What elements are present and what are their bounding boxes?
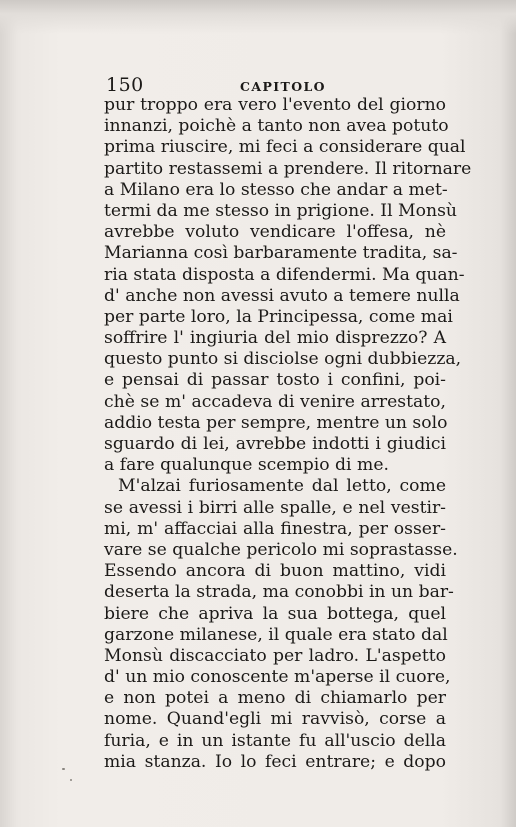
text-line: e non potei a meno di chiamarlo per [104, 688, 446, 709]
body-text [104, 95, 472, 773]
text-line: termi da me stesso in prigione. Il Monsù [104, 200, 457, 221]
text-line: se avessi i birri alle spalle, e nel vestir- [104, 497, 446, 518]
text-line: a Milano era lo stesso che andar a met- [104, 179, 448, 200]
text-line: Marianna così barbaramente tradita, sa- [104, 243, 458, 264]
text-line: per parte loro, la Principessa, come mai [104, 306, 453, 327]
text-line-paragraph-end: a fare qualunque scempio di me. [104, 455, 389, 476]
text-line: garzone milanese, il quale era stato dal [104, 624, 448, 645]
text-line-paragraph-start: M'alzai furiosamente dal letto, come [118, 476, 446, 497]
paper-speck [62, 768, 65, 770]
text-line: Essendo ancora di buon mattino, vidi [104, 561, 446, 582]
text-line: avrebbe voluto vendicare l'offesa, nè [104, 222, 446, 243]
text-line: nome. Quand'egli mi ravvisò, corse a [104, 709, 446, 730]
text-line: Monsù discacciato per ladro. L'aspetto [104, 645, 446, 666]
text-line: biere che apriva la sua bottega, quel [104, 603, 446, 624]
text-line: vare se qualche pericolo mi soprastasse. [104, 539, 458, 560]
text-line: mia stanza. Io lo feci entrare; e dopo [104, 751, 446, 772]
text-line: addio testa per sempre, mentre un solo [104, 412, 448, 433]
text-line: d' un mio conoscente m'aperse il cuore, [104, 667, 451, 688]
text-line: mi, m' affacciai alla finestra, per osser- [104, 518, 446, 539]
chapter-label: CAPITOLO [240, 79, 326, 94]
text-line: e pensai di passar tosto i confini, poi- [104, 370, 446, 391]
text-line: deserta la strada, ma conobbi in un bar- [104, 582, 454, 603]
paper-speck [70, 779, 72, 781]
page-number: 150 [106, 74, 144, 96]
text-line: sguardo di lei, avrebbe indotti i giudici [104, 434, 446, 454]
text-line: partito restassemi a prendere. Il ritornare [104, 158, 472, 179]
text-line: chè se m' accadeva di venire arrestato, [104, 391, 446, 412]
text-line: ria stata disposta a difendermi. Ma quan- [104, 264, 465, 285]
text-line: pur troppo era vero l'evento del giorno [104, 95, 446, 115]
page-top-edge [0, 0, 516, 34]
text-line: questo punto si disciolse ogni dubbiezza, [104, 349, 462, 370]
text-line: prima riuscire, mi feci a considerare qual [104, 137, 466, 158]
text-line: d' anche non avessi avuto a temere nulla [104, 285, 460, 306]
text-line: soffrire l' ingiuria del mio disprezzo? A [104, 328, 446, 349]
text-line: furia, e in un istante fu all'uscio della [104, 730, 446, 751]
text-line: innanzi, poichè a tanto non avea potuto [104, 116, 449, 137]
